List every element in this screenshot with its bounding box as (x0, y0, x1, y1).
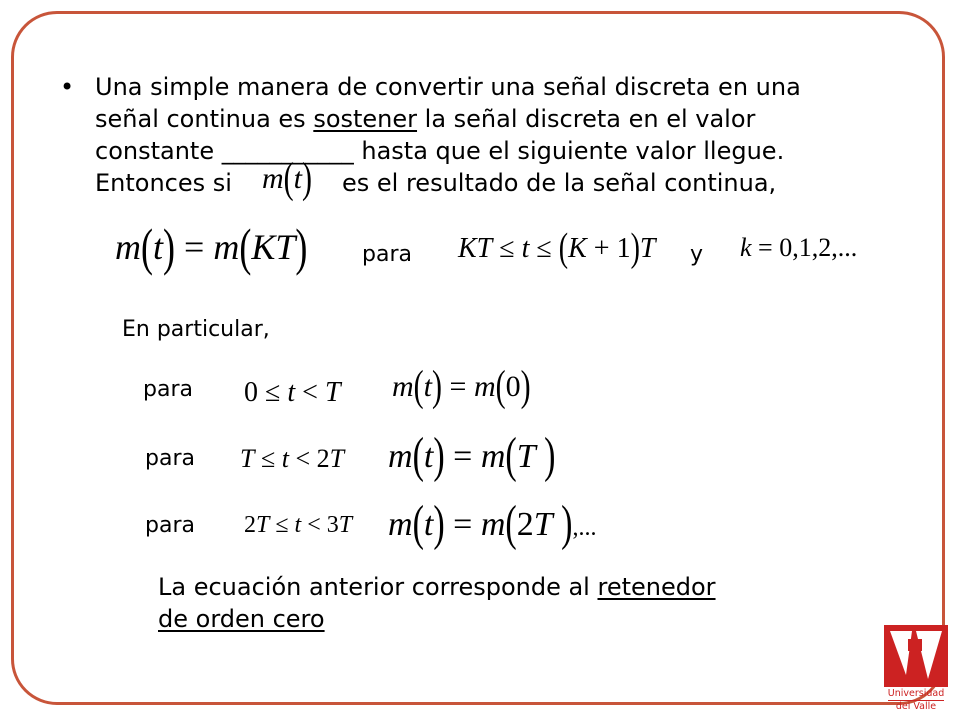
conjunction-y: y (690, 242, 704, 267)
condition-2: T ≤ t < 2T (240, 444, 345, 473)
inline-math-m-t: m(t) (262, 154, 313, 203)
equation-main: m(t) = m(KT) (115, 218, 308, 276)
bullet: • (60, 73, 75, 101)
condition-1: 0 ≤ t < T (244, 377, 341, 408)
sostener-underlined: sostener (313, 105, 418, 133)
paragraph-line-4-end: es el resultado de la señal continua, (342, 169, 777, 197)
index-k: k = 0,1,2,... (740, 233, 858, 262)
conclusion-line-2 (158, 602, 325, 636)
result-1: m(t) = m(0) (392, 362, 531, 411)
paragraph-line-4-start: Entonces si (95, 169, 232, 197)
logo-emblem-icon (884, 625, 948, 687)
condition-main: KT ≤ t ≤ (K + 1)T (458, 225, 656, 271)
para-label-1: para (143, 377, 193, 402)
logo-text-line-2: del Valle (895, 701, 937, 712)
paragraph-line-3: constante ___________ hasta que el siguiente valor llegue. (95, 137, 785, 165)
result-3: m(t) = m(2T ),... (388, 497, 597, 552)
university-logo (884, 625, 948, 715)
conclusion-line-1: La ecuación anterior corresponde al retenedor (158, 573, 716, 601)
retenedor-underlined: retenedor (597, 573, 716, 601)
logo-text-line-1: Universidad (887, 688, 945, 699)
en-particular: En particular, (122, 317, 270, 342)
result-2: m(t) = m(T ) (388, 429, 556, 484)
para-label-main: para (362, 242, 412, 267)
condition-3: 2T ≤ t < 3T (244, 512, 353, 538)
orden-cero-underlined: de orden cero (158, 605, 325, 633)
paragraph-line-1: Una simple manera de convertir una señal discreta en una (95, 73, 801, 101)
blank-line: ___________ (221, 137, 354, 165)
para-label-2: para (145, 446, 195, 471)
para-label-3: para (145, 513, 195, 538)
paragraph-line-2: señal continua es sostener la señal discreta en el valor (95, 105, 756, 133)
